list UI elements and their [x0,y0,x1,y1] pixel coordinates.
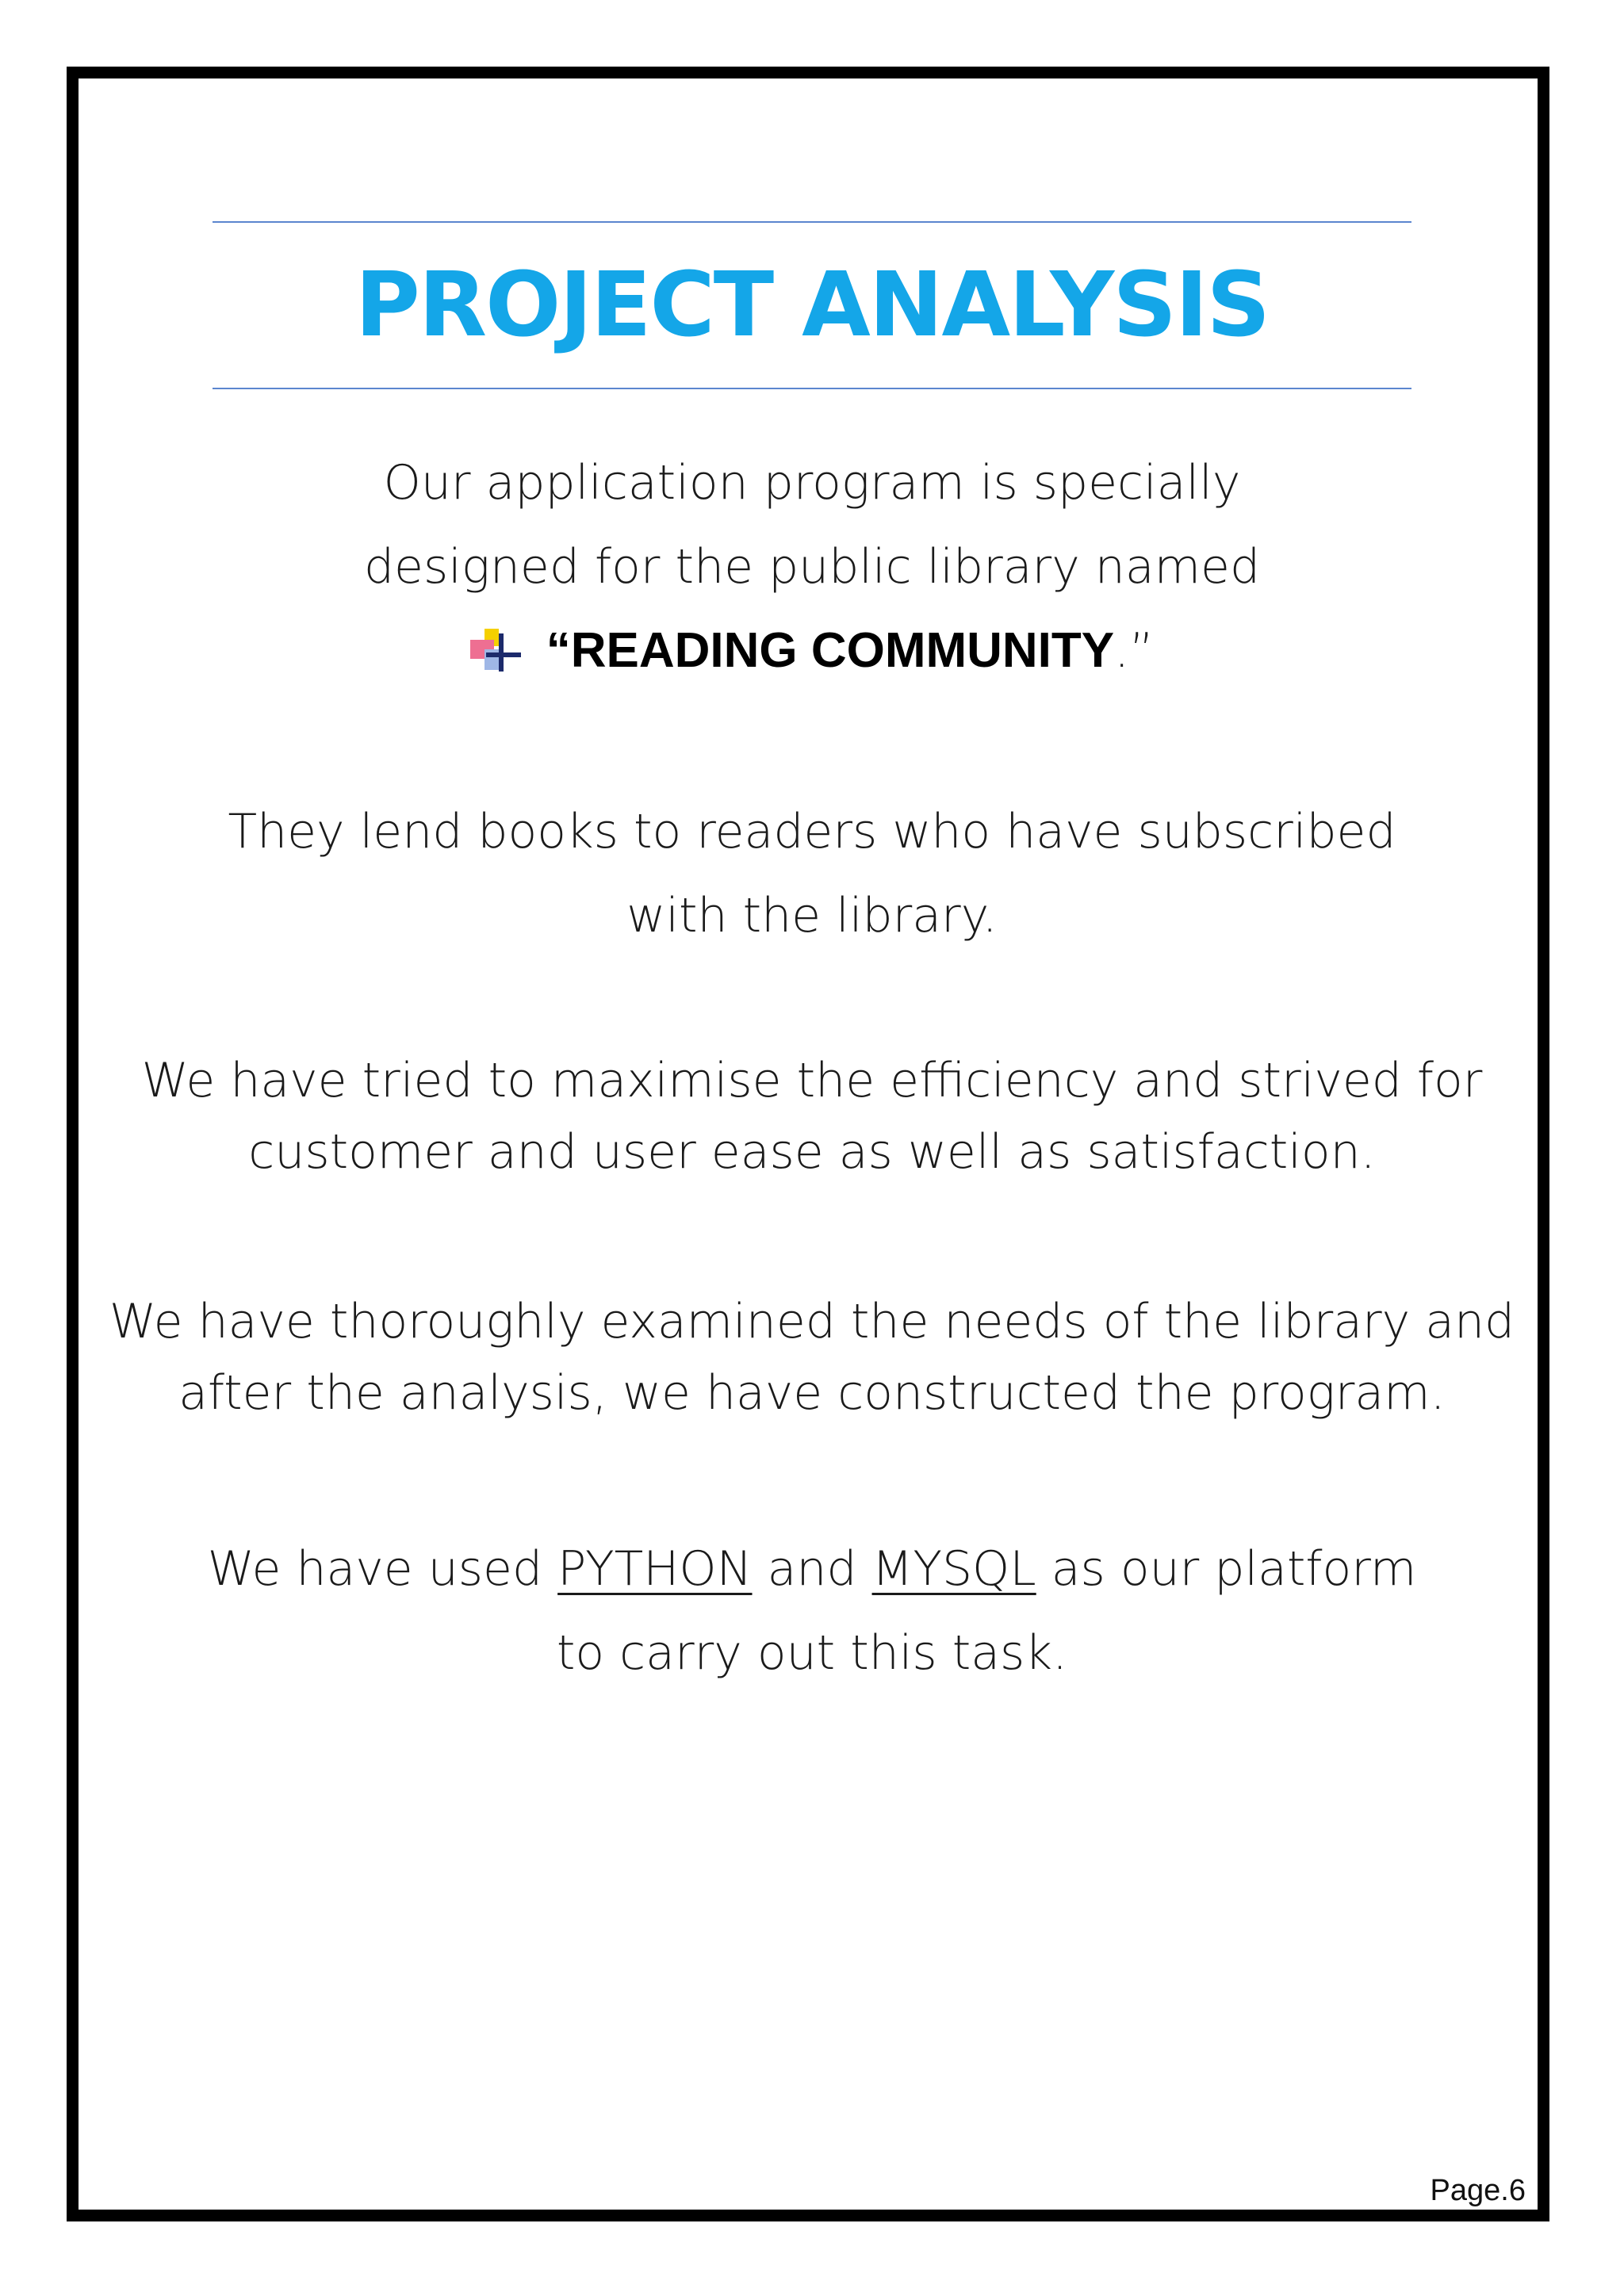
library-name: “READING COMMUNITY [546,623,1115,678]
efficiency-line-1: We have tried to maximise the efficiency and strived for [141,1053,1483,1108]
lending-line-1: They lend books to readers who have subscribed [228,804,1396,859]
tech-python: PYTHON [557,1541,753,1597]
efficiency-paragraph [87,1045,1537,1188]
platform-line-1 [87,1527,1537,1611]
title-top-rule [213,221,1411,223]
analysis-line-1: We have thoroughly examined the needs of the library and [109,1294,1515,1349]
analysis-paragraph [87,1286,1537,1429]
platform-line-mid: and [752,1541,872,1597]
analysis-line-2: after the analysis, we have constructed the program. [178,1365,1446,1421]
tech-mysql: MYSQL [871,1541,1036,1597]
page-title: PROJECT ANALYSIS [354,254,1270,357]
intro-line-2: designed for the public library named [363,539,1261,595]
platform-line-prefix: We have used [207,1541,558,1597]
lending-paragraph [87,790,1537,958]
platform-paragraph [87,1527,1537,1695]
efficiency-line-2: customer and user ease as well as satisfaction. [248,1124,1376,1180]
colored-cross-bullet-icon [470,629,523,673]
library-name-closing-quote: .” [1114,623,1155,679]
intro-paragraph [87,441,1537,693]
library-name-line [87,609,1537,693]
platform-line-suffix: as our platform [1036,1541,1417,1597]
platform-line-2: to carry out this task. [556,1625,1068,1681]
intro-line-1: Our application program is specially [383,455,1241,511]
page-number: Page.6 [1430,2174,1526,2207]
title-bottom-rule [213,388,1411,389]
lending-line-2: with the library. [626,888,998,943]
